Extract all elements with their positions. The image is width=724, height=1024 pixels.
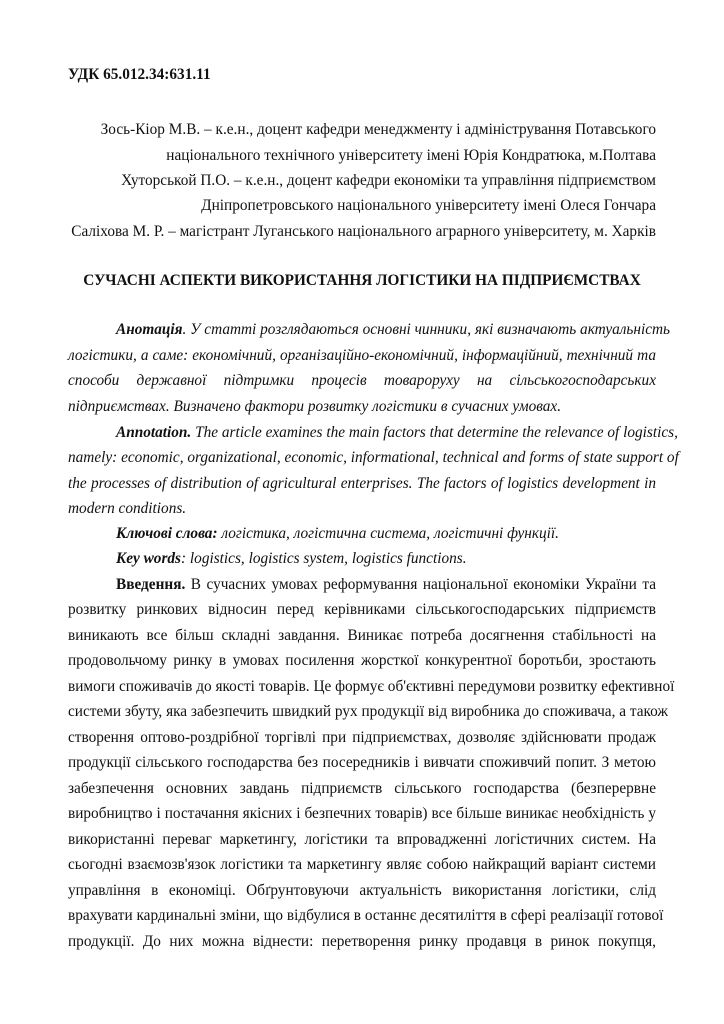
udk-code: УДК 65.012.34:631.11: [68, 66, 211, 83]
keywords-ua-lead: Ключові слова:: [116, 525, 218, 542]
author-line: Хуторськой П.О. – к.е.н., доцент кафедри економіки та управління підприємством: [121, 172, 656, 189]
keywords-ua: [116, 524, 656, 544]
author-line: Дніпропетровського національного університету імені Олеся Гончара: [201, 197, 656, 214]
keywords-en: [116, 549, 656, 569]
intro-line: продовольчому ринку в умовах посилення жорсткої конкурентної боротьби, зростають: [68, 652, 656, 669]
keywords-en-lead: Key words: [116, 550, 182, 567]
abstract-ua-line: логістики, а саме: економічний, організаційно-економічний, інформаційний, технічний та: [68, 347, 656, 364]
keywords-en-text: : logistics, logistics system, logistics functions.: [181, 550, 467, 567]
author-line: національного технічного університету імені Юрія Кондратюка, м.Полтава: [166, 147, 656, 164]
intro-line: виникають все більш складні завдання. Виникає потреба досягнення стабільності на: [68, 627, 656, 644]
abstract-ua-line: способи державної підтримки процесів товароруху на сільськогосподарських: [68, 372, 656, 389]
abstract-en-lead: Annotation.: [116, 424, 192, 441]
intro-line: розвитку ринкових відносин перед керівниками сільськогосподарських підприємств: [68, 601, 656, 618]
intro-line: створення оптово-роздрібної торгівлі при підприємствах, дозволяє здійснювати продаж: [68, 729, 656, 746]
abstract-ua-lead: Анотація: [116, 321, 183, 338]
abstract-ua-text: . У статті розглядаються основні чинники, які визначають актуальність: [182, 321, 671, 338]
abstract-en-text: The article examines the main factors that determine the relevance of logistics,: [191, 424, 678, 441]
intro-line: управління в економіці. Обґрунтовуючи актуальність використання логістики, слід: [68, 882, 656, 899]
article-title: СУЧАСНІ АСПЕКТИ ВИКОРИСТАННЯ ЛОГІСТИКИ НА ПІДПРИЄМСТВАХ: [83, 272, 641, 289]
intro-line: системи збуту, яка забезпечить швидкий рух продукції від виробника до споживача, а також: [68, 703, 668, 720]
abstract-en-line: namely: economic, organizational, economic, informational, technical and forms of state support of: [68, 449, 679, 466]
keywords-ua-text: логістика, логістична система, логістичні функції.: [217, 525, 559, 542]
intro-line: виробництво і постачання якісних і безпечних товарів) все більше виникає необхідність у: [68, 805, 656, 822]
intro-lead: Введення.: [116, 576, 186, 593]
abstract-ua-line: підприємствах. Визначено фактори розвитку логістики в сучасних умовах.: [68, 398, 562, 415]
abstract-ua-line: [116, 320, 671, 340]
intro-line: [116, 575, 656, 595]
intro-line: забезпечення основних завдань підприємств сільського господарства (безперервне: [68, 780, 656, 797]
intro-text: В сучасних умовах реформування національної економіки України та: [185, 576, 656, 593]
intro-line: сьогодні взаємозв'язок логістики та маркетингу являє собою найкращий варіант системи: [68, 856, 656, 873]
intro-line: використанні переваг маркетингу, логістики та впровадженні логістичних систем. На: [68, 831, 656, 848]
intro-line: продукції сільського господарства без посередників і вивчати споживчий попит. З метою: [68, 754, 656, 771]
intro-line: врахувати кардинальні зміни, що відбулися в останнє десятиліття в сфері реалізації готової: [68, 907, 664, 924]
author-line: Саліхова М. Р. – магістрант Луганського національного аграрного університету, м. Харків: [71, 223, 656, 240]
author-line: Зось-Кіор М.В. – к.е.н., доцент кафедри менеджменту і адміністрування Потавського: [100, 121, 656, 138]
intro-line: вимоги споживачів до якості товарів. Це формує об'єктивні передумови розвитку ефективної: [68, 678, 675, 695]
intro-line: продукції. До них можна віднести: перетворення ринку продавця в ринок покупця,: [68, 933, 656, 950]
abstract-en-line: [116, 423, 678, 443]
abstract-en-line: modern conditions.: [68, 500, 187, 517]
abstract-en-line: the processes of distribution of agricultural enterprises. The factors of logistics development in: [68, 475, 656, 492]
